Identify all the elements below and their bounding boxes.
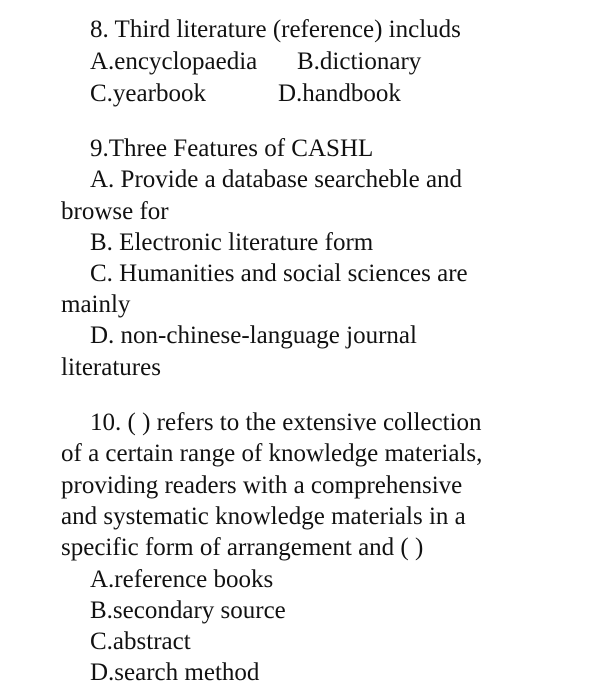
question-9-option-d-line-1: D. non-chinese-language journal [90,322,417,349]
question-9-option-a-line-1: A. Provide a database searcheble and [90,166,463,193]
question-10-option-a: A.reference books [90,566,274,593]
question-10-stem-line-1: 10. ( ) refers to the extensive collection [90,409,482,436]
question-9-stem: 9.Three Features of CASHL [90,135,374,162]
question-9-option-d-line-2: literatures [61,354,161,381]
question-10-stem-line-4: and systematic knowledge materials in a [61,503,466,530]
question-8-stem: 8. Third literature (reference) includs [90,16,461,43]
question-10-option-c: C.abstract [90,628,191,655]
question-10-option-b: B.secondary source [90,597,286,624]
question-8-option-b: B.dictionary [297,48,422,75]
question-9-option-b: B. Electronic literature form [90,229,374,256]
question-10-stem-line-3: providing readers with a comprehensive [61,472,463,499]
question-10-stem-line-5: specific form of arrangement and ( ) [61,534,424,561]
question-8-option-d: D.handbook [278,80,401,107]
question-8-option-c: C.yearbook [90,80,206,107]
question-10-stem-line-2: of a certain range of knowledge materials, [61,440,483,467]
question-9-option-a-line-2: browse for [61,198,169,225]
question-9-option-c-line-1: C. Humanities and social sciences are [90,260,468,287]
question-9-option-c-line-2: mainly [61,291,131,318]
question-10-option-d: D.search method [90,659,260,686]
question-8-option-a: A.encyclopaedia [90,48,258,75]
